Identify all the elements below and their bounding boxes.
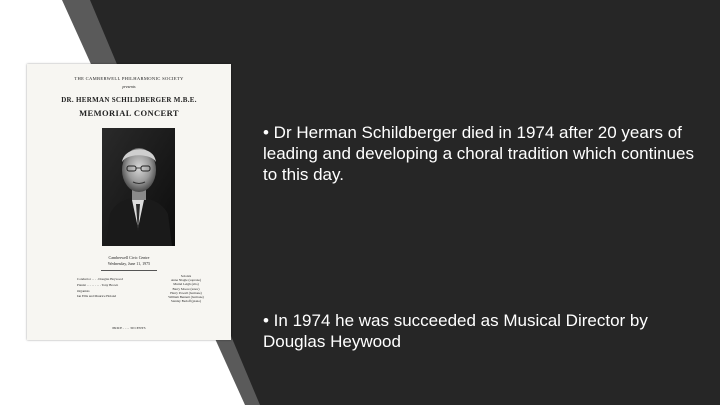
credit-soloist: Muriel Leigh (alto) <box>173 282 199 287</box>
program-presents: presents <box>122 84 136 89</box>
program-society: THE CAMBERWELL PHILHARMONIC SOCIETY <box>74 76 184 81</box>
portrait-photo <box>102 128 175 246</box>
credit-pianist: Pianist . . . . . . . . . Tony Brown <box>77 282 119 287</box>
concert-program <box>27 64 231 340</box>
program-price: PRICE . . . . 30 CENTS <box>112 326 146 330</box>
program-date: Wednesday, June 11, 1975 <box>107 261 151 266</box>
credit-conductor: Conductor . . . . Douglas Heywood <box>77 277 123 281</box>
credit-soloist: William Bennett (baritone) <box>168 295 204 300</box>
bullet-item-death: • Dr Herman Schildberger died in 1974 after 20 years of leading and developing a choral tradition which continues to this day. <box>263 123 694 184</box>
program-credits-left <box>77 277 157 300</box>
credit-soloist: Stanley Bedoff (piano) <box>170 299 202 304</box>
program-credits-right <box>156 274 216 303</box>
credit-soloist: Barry Moore (tenor) <box>172 286 200 291</box>
bullet-item-successor: • In 1974 he was succeeded as Musical Director by Douglas Heywood <box>263 311 648 351</box>
credit-soloist: Harry Powell (baritone) <box>170 290 202 295</box>
program-venue: Camberwell Civic Centre <box>108 255 150 260</box>
program-honoree: DR. HERMAN SCHILDBERGER M.B.E. <box>61 96 197 104</box>
program-concert-title: MEMORIAL CONCERT <box>79 108 179 118</box>
program-divider <box>101 270 157 271</box>
credit-soloist: Anne Niagle (soprano) <box>170 278 202 283</box>
credit-soloists-heading: Soloists <box>180 274 192 278</box>
credit-organists: Ian Ellis and Maurice Holand <box>77 294 117 299</box>
credit-organists-heading: Organists <box>77 288 90 293</box>
